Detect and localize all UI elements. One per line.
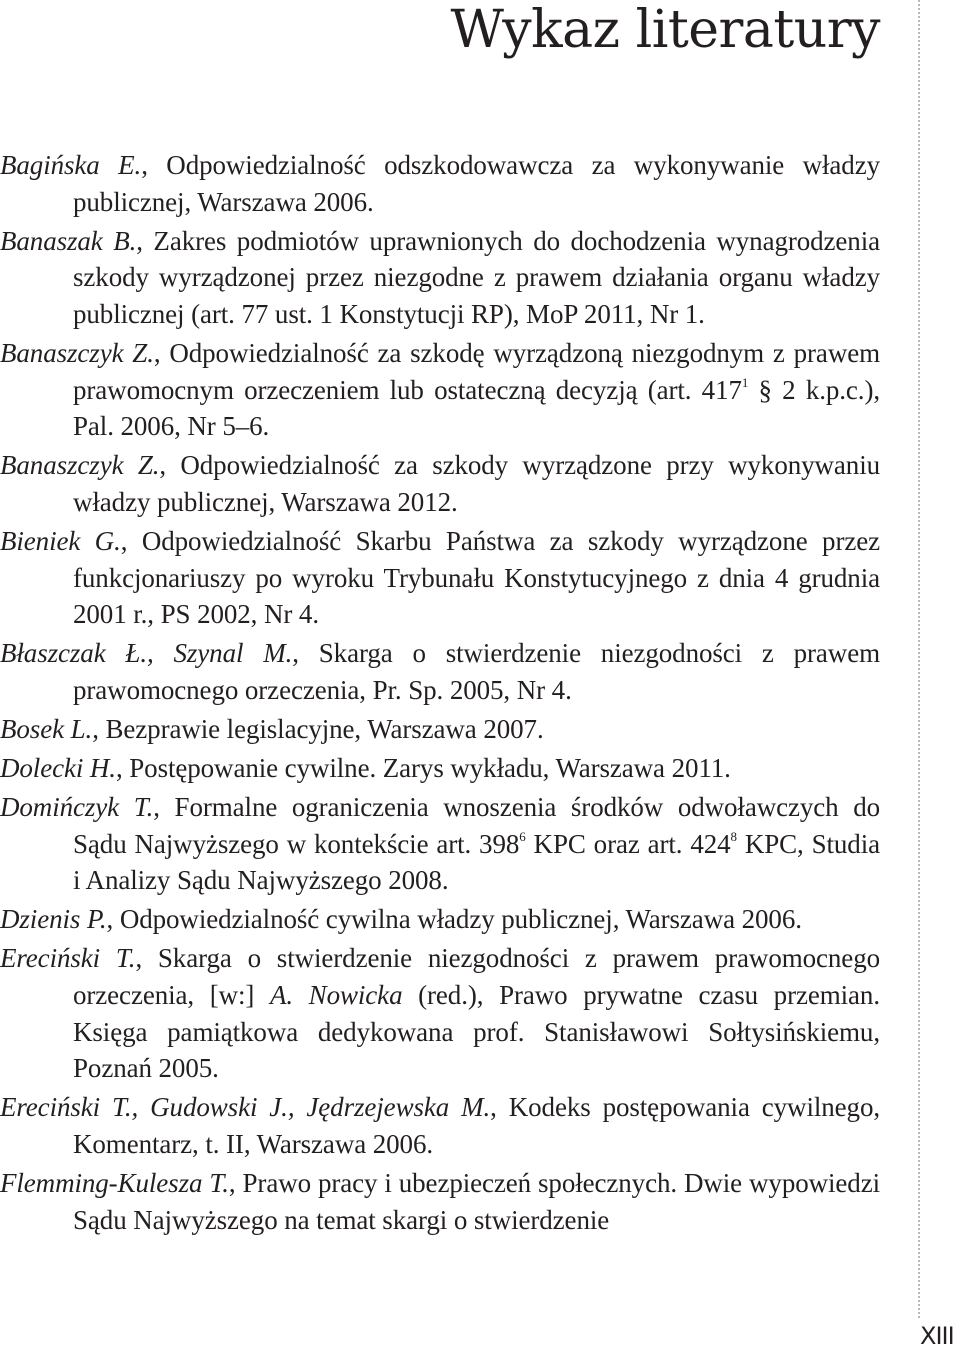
entry-text: , Bezprawie legislacyjne, Warszawa 2007. (92, 713, 544, 744)
entry-superscript: 8 (730, 828, 737, 844)
entry-text: , Formalne ograniczenia wnoszenia środków odwoławczych do Sądu Najwyższego w kontekście art. 398 (73, 792, 880, 859)
entry-text: , Kodeks postępowania cywilnego, Komentarz, t. II, Warszawa 2006. (73, 1092, 880, 1159)
entry-author: Banaszczyk Z. (0, 450, 160, 481)
entry-text: , Odpowiedzialność Skarbu Państwa za szkody wyrządzone przez funkcjonariuszy po wyroku Trybunału Konstytucyjnego z dnia 4 grudnia 2001 r., PS 2002, Nr 4. (73, 525, 880, 630)
bibliography-entry (0, 940, 880, 1086)
page-title: Wykaz literatury (450, 0, 880, 60)
entry-text: , Skarga o stwierdzenie niezgodności z prawem prawomocnego orzeczenia, Pr. Sp. 2005, Nr 4. (73, 638, 880, 705)
entry-author: Bagińska E. (0, 150, 142, 180)
page-number: XIII (920, 1322, 954, 1350)
entry-author: Ereciński T., Gudowski J., Jędrzejewska M. (0, 1092, 491, 1123)
bibliography-entry (0, 635, 880, 708)
entry-author: Domińczyk T. (0, 792, 154, 823)
bibliography-entry (0, 901, 880, 938)
bibliography-entry (0, 750, 880, 787)
entry-author: Bosek L. (0, 713, 93, 744)
entry-text: , Odpowiedzialność cywilna władzy publicznej, Warszawa 2006. (106, 904, 802, 935)
entry-author: Dolecki H. (0, 753, 116, 783)
entry-author: Bieniek G. (0, 525, 121, 556)
bibliography-entry (0, 223, 880, 333)
entry-text-continued: KPC oraz art. 424 (525, 828, 731, 859)
bibliography-entry (0, 711, 880, 748)
bibliography-entry (0, 1089, 880, 1162)
entry-author: Banaszczyk Z. (0, 337, 154, 368)
entry-text: , Postępowanie cywilne. Zarys wykładu, Warszawa 2011. (115, 753, 731, 783)
entry-text-continued: (red.), Prawo prywatne czasu przemian. Księga pamiątkowa dedykowana prof. Stanisławowi Sołtysińskiemu, Poznań 2005. (73, 980, 880, 1084)
bibliography-entry (0, 523, 880, 633)
bibliography-entry (0, 789, 880, 899)
entry-author: Błaszczak Ł., Szynal M. (0, 638, 293, 669)
entry-superscript: 1 (741, 374, 749, 390)
bibliography-entry (0, 1165, 880, 1238)
entry-text: , Prawo pracy i ubezpieczeń społecznych. Dwie wypowiedzi Sądu Najwyższego na temat skargi o stwierdzenie (73, 1168, 880, 1235)
entry-text-continued: KPC, Studia i Analizy Sądu Najwyższego 2008. (73, 828, 880, 896)
entry-text: , Odpowiedzialność za szkody wyrządzone przy wykonywaniu władzy publicznej, Warszawa 2012. (73, 450, 881, 517)
entry-author: Banaszak B. (0, 225, 137, 256)
entry-author: Ereciński T. (0, 943, 136, 974)
entry-superscript: 6 (519, 828, 526, 844)
bibliography-entry (0, 447, 880, 520)
bibliography-list (0, 147, 880, 1241)
bibliography-entry (0, 147, 880, 220)
entry-author: Dzienis P. (0, 904, 107, 935)
entry-editor: A. Nowicka (269, 980, 403, 1011)
entry-author: Flemming-Kulesza T. (0, 1168, 229, 1199)
entry-text-continued: § 2 k.p.c.), Pal. 2006, Nr 5–6. (73, 374, 880, 442)
entry-text: , Odpowiedzialność odszkodowawcza za wykonywanie władzy publicznej, Warszawa 2006. (73, 150, 880, 217)
bibliography-entry (0, 335, 880, 445)
entry-text: , Odpowiedzialność za szkodę wyrządzoną niezgodnym z prawem prawomocnym orzeczeniem lub ostateczną decyzją (art. 417 (73, 337, 881, 405)
margin-dotted-rule (918, 0, 920, 1318)
entry-text: , Skarga o stwierdzenie niezgodności z prawem prawomocnego orzeczenia, [w:] (73, 943, 880, 1011)
entry-text: , Zakres podmiotów uprawnionych do dochodzenia wynagrodzenia szkody wyrządzonej przez niezgodne z prawem działania organu władzy publicznej (art. 77 ust. 1 Konstytucji RP), MoP 2011, Nr 1. (73, 225, 880, 329)
